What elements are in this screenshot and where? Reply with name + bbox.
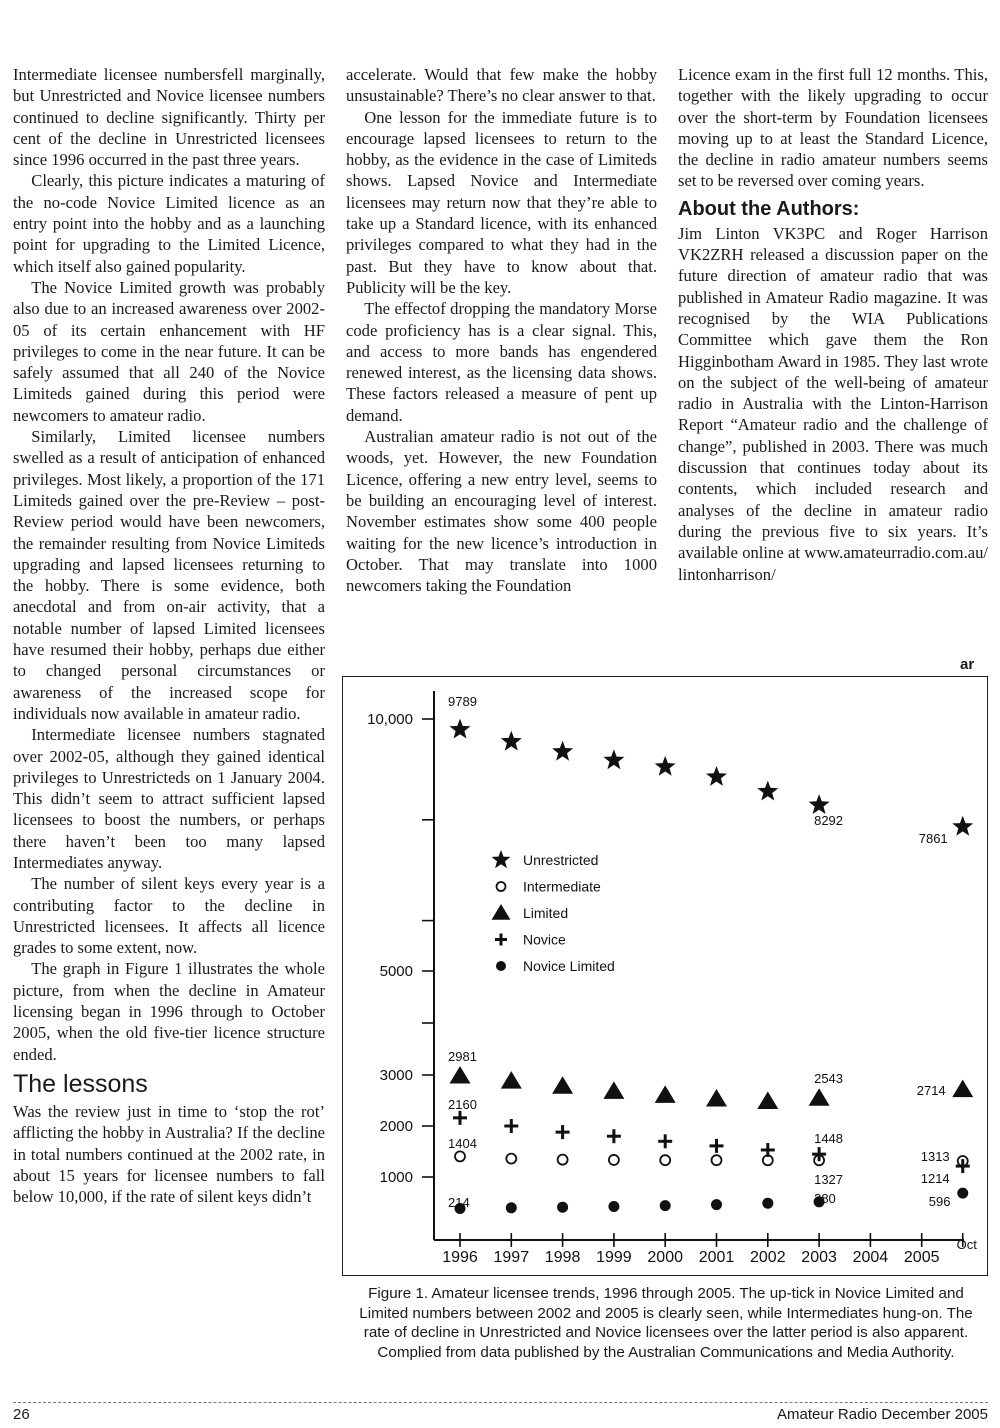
- unrestricted-point: [952, 816, 973, 836]
- figure-caption: Figure 1. Amateur licensee trends, 1996 through 2005. The up-tick in Novice Limited and Limited numbers between 2002 and 2005 is clearly seen, while Intermediates hung-on. The rate of decline in Unrestricted and Novice licensees over the latter period is also apparent. Complied from data published by the Australian Communications and Media Authority.: [359, 1285, 973, 1361]
- limited-point: [952, 1080, 973, 1098]
- x-tick-label: 2003: [801, 1249, 837, 1266]
- novice-point: [710, 1139, 724, 1153]
- unrestricted-point: [757, 781, 778, 801]
- novice-limited-point: [557, 1202, 568, 1213]
- legend-limited-marker: [492, 904, 511, 920]
- unrestricted-point: [603, 749, 624, 769]
- about-authors-paragraph: Jim Linton VK3PC and Roger Harrison VK2ZRH released a discussion paper on the future direction of amateur radio that was published in Amateur Radio magazine. It was recognised by the WIA Publications Committee which gave them the Ron Higginbotham Award in 1985. They last wrote on the subject of the well-being of amateur radio in Australia with the Linton-Harrison Report “Amateur radio and the challenge of change”, published in 2003. There was much discussion that continues today about its contents, which included research and analyses of the decline in amateur radio during the previous five to six years. It’s available online at www.amateurradio.com.au/ lintonharrison/: [678, 223, 988, 584]
- unrestricted-point: [809, 794, 830, 814]
- data-label: 2714: [916, 1083, 946, 1098]
- legend-intermediate-label: Intermediate: [523, 878, 601, 895]
- novice-limited-point: [957, 1188, 968, 1199]
- body-paragraph: Licence exam in the first full 12 months. This, together with the likely upgrading to occur over the short-term by Foundation licensees moving up to at least the Standard Licence, the decline in radio amateur numbers seems set to be reversed over coming years.: [678, 65, 988, 191]
- article-column-3: [678, 64, 988, 585]
- legend-unrestricted-label: Unrestricted: [523, 852, 599, 868]
- limited-point: [655, 1085, 676, 1103]
- novice-limited-point: [762, 1198, 773, 1209]
- x-tick-label: 2002: [750, 1249, 786, 1266]
- article-column-2: [346, 64, 657, 596]
- legend-unrestricted-marker: [492, 850, 511, 868]
- intermediate-point: [455, 1151, 465, 1161]
- data-label: 1327: [814, 1172, 844, 1187]
- data-label: 2981: [448, 1049, 477, 1064]
- footer-rule: [13, 1402, 988, 1403]
- x-tick-label: 2000: [647, 1249, 683, 1266]
- unrestricted-point: [552, 741, 573, 761]
- novice-limited-point: [660, 1200, 671, 1211]
- unrestricted-point: [450, 719, 471, 739]
- novice-point: [761, 1143, 775, 1157]
- y-tick-label: 3000: [379, 1067, 413, 1084]
- limited-point: [706, 1089, 727, 1107]
- body-paragraph: Australian amateur radio is not out of the woods, yet. However, the new Foundation Licence, offering a new entry level, seems to be building an encouraging level of interest. November estimates show some 400 people waiting for the new licence’s introduction in October. That may translate into 1000 newcomers taking the Foundation: [346, 427, 657, 596]
- legend-intermediate-marker: [497, 882, 506, 891]
- x-tick-label: 1997: [493, 1249, 530, 1266]
- x-tick-label: 2004: [852, 1249, 889, 1266]
- x-tick-label: 2005: [903, 1249, 940, 1266]
- x-tick-label: 1999: [596, 1249, 632, 1266]
- unrestricted-point: [655, 756, 676, 776]
- x-tick-label: 1998: [544, 1249, 581, 1266]
- data-label: 1214: [920, 1171, 950, 1186]
- data-label: 2160: [448, 1097, 477, 1112]
- novice-point: [453, 1111, 467, 1125]
- magazine-issue: Amateur Radio December 2005: [777, 1406, 988, 1423]
- novice-limited-point: [608, 1201, 619, 1212]
- legend-limited-label: Limited: [523, 905, 569, 921]
- data-label: 8292: [814, 813, 844, 828]
- legend-novice-limited-marker: [496, 961, 506, 971]
- data-label: 1448: [814, 1131, 844, 1146]
- licensee-trends-chart: [343, 677, 987, 1275]
- limited-point: [450, 1066, 471, 1084]
- figure-1-box: [342, 676, 988, 1276]
- body-paragraph: Similarly, Limited licensee numbers swelled as a result of anticipation of enhanced privileges. Most likely, a proportion of the 171 Limiteds gained over the pre-Review – post-Review period would have been newcomers, the remainder resulting from Novice Limiteds upgrading and lapsed licensees returning to the hobby. There is some evidence, both anecdotal and from on-air activity, that a notable number of lapsed Limited licensees have resumed their hobby, perhaps due either to changed personal circumstances or awareness of the increased scope for individuals now available in amateur radio.: [13, 427, 325, 723]
- intermediate-point: [558, 1155, 568, 1165]
- limited-point: [501, 1071, 522, 1089]
- article-column-1: [13, 64, 325, 1207]
- x-tick-label: 2001: [698, 1249, 735, 1266]
- unrestricted-point: [706, 766, 727, 786]
- y-tick-label: 1000: [379, 1169, 413, 1186]
- data-label: 596: [928, 1194, 951, 1209]
- body-paragraph: accelerate. Would that few make the hobby unsustainable? There’s no clear answer to that.: [346, 65, 657, 106]
- body-paragraph: The Novice Limited growth was probably also due to an increased awareness over 2002-05 of its certain enhancement with HF privileges to come in the near future. It can be safely assumed that all 240 of the Novice Limiteds gained during this period were newcomers to amateur radio.: [13, 277, 325, 425]
- y-tick-label: 10,000: [367, 711, 413, 728]
- legend-novice-limited-label: Novice Limited: [523, 958, 615, 974]
- body-paragraph: The effectof dropping the mandatory Morse code proficiency has is a clear signal. This, and access to more bands has engendered renewed interest, as the licensing data shows. These factors released a measure of pent up demand.: [346, 299, 657, 425]
- x-tick-label: 1996: [442, 1249, 478, 1266]
- limited-point: [757, 1092, 778, 1110]
- page-number: 26: [13, 1406, 30, 1423]
- novice-point: [556, 1125, 570, 1139]
- intermediate-point: [712, 1155, 722, 1165]
- intermediate-point: [609, 1155, 619, 1165]
- data-label: 7861: [918, 831, 948, 846]
- body-paragraph: Clearly, this picture indicates a maturing of the no-code Novice Limited licence as an entry point into the hobby and as a launching point for upgrading to the Limited Licence, which itself also gained popularity.: [13, 171, 325, 276]
- limited-point: [603, 1081, 624, 1099]
- novice-point: [504, 1119, 518, 1133]
- body-paragraph: One lesson for the immediate future is to encourage lapsed licensees to return to the hobby, as the evidence in the case of Limiteds shows. Lapsed Novice and Intermediate licensees may return now that they’re able to take up a Standard licence, with its enhanced privileges compared to what they had in the past. But they have to know about that. Publicity will be the key.: [346, 107, 657, 297]
- intermediate-point: [506, 1154, 516, 1164]
- y-tick-label: 2000: [379, 1118, 413, 1135]
- limited-point: [552, 1076, 573, 1094]
- x-tick-label-oct: Oct: [956, 1237, 977, 1252]
- data-label: 9789: [448, 694, 477, 709]
- end-of-article-mark: ar: [960, 656, 975, 673]
- novice-point: [607, 1129, 621, 1143]
- data-label: 1404: [448, 1136, 477, 1151]
- legend-novice-label: Novice: [523, 931, 566, 948]
- about-authors-heading: About the Authors:: [678, 197, 860, 220]
- data-label: 380: [814, 1191, 836, 1206]
- data-label: 1313: [920, 1149, 950, 1164]
- novice-limited-point: [506, 1202, 517, 1213]
- legend-novice-marker: [495, 934, 507, 946]
- limited-point: [809, 1088, 830, 1106]
- body-paragraph: Intermediate licensee numbers stagnated over 2002-05, although they gained identical privileges to Unrestricteds on 1 January 2004. This didn’t seem to attract sufficient lapsed licensees to boost the numbers, or perhaps there haven’t been too many lapsed Intermediates anyway.: [13, 725, 325, 872]
- intermediate-point: [660, 1155, 670, 1165]
- novice-limited-point: [711, 1199, 722, 1210]
- body-paragraph: The graph in Figure 1 illustrates the whole picture, from when the decline in Amateur licensing began in 1996 through to October 2005, when the old five-tier licence structure ended.: [13, 959, 325, 1064]
- novice-point: [658, 1134, 672, 1148]
- unrestricted-point: [501, 731, 522, 751]
- lessons-heading: The lessons: [13, 1069, 148, 1098]
- data-label: 2543: [814, 1071, 844, 1086]
- y-tick-label: 5000: [379, 963, 413, 980]
- body-paragraph: Was the review just in time to ‘stop the rot’ afflicting the hobby in Australia? If the decline in total numbers continued at the 2002 rate, in about 15 years for licensee numbers to fall below 10,000, if the rate of silent keys didn’t: [13, 1101, 325, 1207]
- body-paragraph: Intermediate licensee numbersfell marginally, but Unrestricted and Novice licensee numbers continued to decline significantly. Thirty per cent of the decline in Unrestricted licensees since 1996 occurred in the past three years.: [13, 65, 325, 170]
- data-label: 214: [448, 1195, 470, 1210]
- body-paragraph: The number of silent keys every year is a contributing factor to the decline in Unrestricted licensees. It affects all licence grades to some extent, now.: [13, 874, 325, 958]
